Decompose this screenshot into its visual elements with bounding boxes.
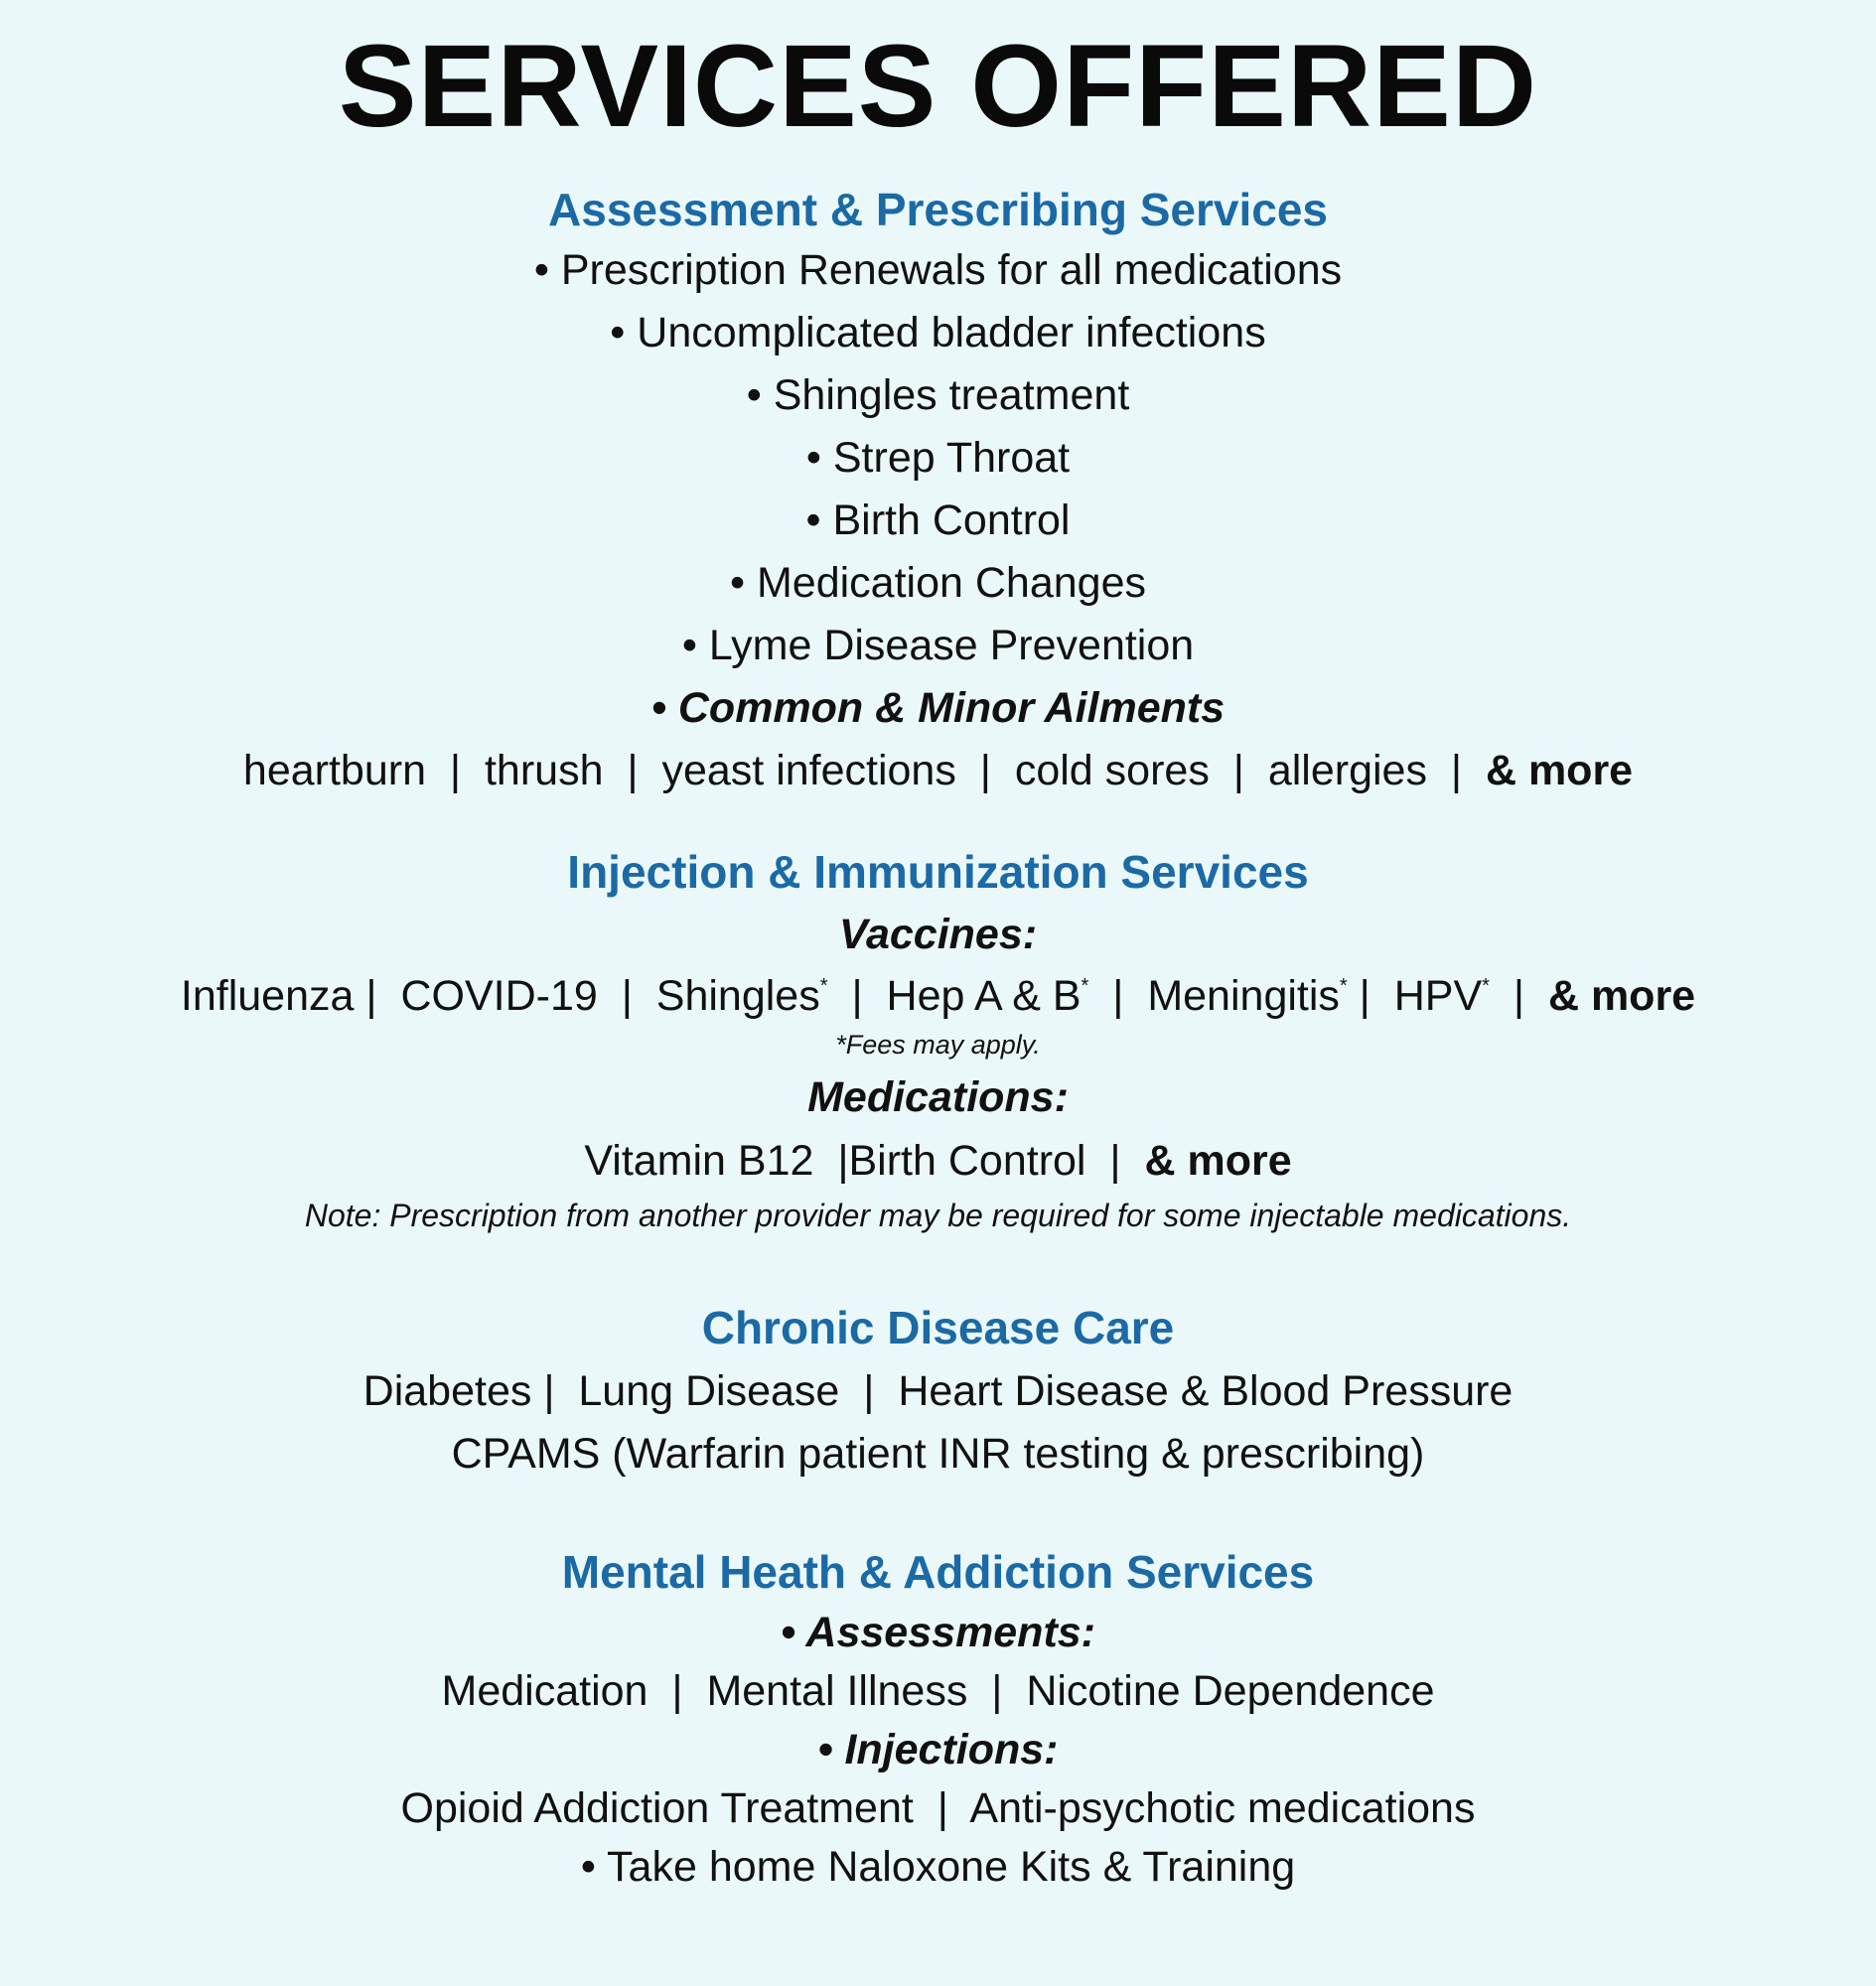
- separator: |: [543, 1367, 555, 1415]
- more-label: & more: [1547, 972, 1696, 1020]
- section-heading-chronic: Chronic Disease Care: [701, 1302, 1175, 1353]
- section-injection: [0, 846, 1876, 1233]
- list-item: • Strep Throat: [805, 434, 1071, 482]
- page-title: SERVICES OFFERED: [338, 21, 1538, 152]
- assessments-row: [441, 1667, 1435, 1715]
- ailment: cold sores: [1014, 747, 1210, 794]
- medication: Vitamin B12: [584, 1137, 814, 1185]
- list-item: • Shingles treatment: [746, 371, 1130, 419]
- vaccine: COVID-19: [400, 972, 598, 1020]
- separator: |: [621, 972, 633, 1020]
- separator: |: [979, 747, 991, 794]
- condition: Lung Disease: [578, 1367, 840, 1415]
- separator: |: [851, 972, 863, 1020]
- injections-row: [400, 1784, 1476, 1832]
- medication: Birth Control: [848, 1137, 1086, 1185]
- separator: |: [837, 1137, 849, 1185]
- more-label: & more: [1144, 1137, 1292, 1185]
- assessment: Medication: [441, 1667, 649, 1715]
- injections-label: • Injections:: [817, 1726, 1059, 1773]
- separator: |: [1112, 972, 1124, 1020]
- injection: Anti-psychotic medications: [969, 1784, 1476, 1832]
- assessment: Mental Illness: [706, 1667, 968, 1715]
- separator: |: [937, 1784, 948, 1832]
- ailment: yeast infections: [661, 747, 956, 794]
- assessment: Nicotine Dependence: [1026, 1667, 1435, 1715]
- separator: |: [627, 747, 639, 794]
- medications-label: Medications:: [807, 1073, 1069, 1121]
- fee-mark: *: [1482, 975, 1490, 997]
- separator: |: [449, 747, 462, 794]
- fee-mark: *: [1081, 975, 1089, 997]
- conditions-row: [362, 1367, 1514, 1415]
- separator: |: [1513, 972, 1525, 1020]
- vaccine: Shingles: [655, 972, 820, 1020]
- prescription-note: Note: Prescription from another provider may be required for some injectable medications.: [304, 1198, 1572, 1233]
- separator: |: [991, 1667, 1003, 1715]
- separator: |: [1232, 747, 1244, 794]
- separator: |: [1109, 1137, 1121, 1185]
- vaccines-row: [180, 972, 1696, 1020]
- injection: Opioid Addiction Treatment: [400, 1784, 914, 1832]
- assessments-label: • Assessments:: [781, 1609, 1095, 1656]
- separator: |: [1359, 972, 1371, 1020]
- naloxone-line: • Take home Naloxone Kits & Training: [580, 1843, 1296, 1891]
- vaccine: Hep A & B: [886, 972, 1082, 1020]
- fee-mark: *: [819, 975, 828, 997]
- ailment: heartburn: [242, 747, 426, 794]
- separator: |: [365, 972, 377, 1020]
- section-assessment: [0, 184, 1876, 794]
- section-heading-assessment: Assessment & Prescribing Services: [548, 184, 1328, 235]
- vaccine: Meningitis: [1147, 972, 1340, 1020]
- condition: Diabetes: [362, 1367, 532, 1415]
- list-item: • Prescription Renewals for all medications: [533, 246, 1343, 294]
- fee-mark: *: [1339, 975, 1348, 997]
- list-item: • Uncomplicated bladder infections: [610, 309, 1266, 356]
- list-item: • Birth Control: [805, 496, 1071, 544]
- cpams-line: CPAMS (Warfarin patient INR testing & prescribing): [451, 1430, 1425, 1478]
- vaccines-label: Vaccines:: [838, 911, 1038, 958]
- ailment: thrush: [484, 747, 604, 794]
- more-label: & more: [1485, 747, 1634, 794]
- fees-note: *Fees may apply.: [835, 1030, 1041, 1060]
- list-item: • Medication Changes: [729, 559, 1147, 607]
- section-mental: [0, 1546, 1876, 1891]
- separator: |: [863, 1367, 875, 1415]
- vaccine: Influenza: [180, 972, 355, 1020]
- section-heading-injection: Injection & Immunization Services: [567, 846, 1309, 898]
- section-chronic: [0, 1302, 1876, 1478]
- ailments-row: [242, 747, 1634, 794]
- section-heading-mental: Mental Heath & Addiction Services: [561, 1546, 1315, 1598]
- separator: |: [1450, 747, 1463, 794]
- ailment: allergies: [1267, 747, 1427, 794]
- condition: Heart Disease & Blood Pressure: [898, 1367, 1514, 1415]
- vaccine: HPV: [1393, 972, 1483, 1020]
- common-ailments-label: • Common & Minor Ailments: [650, 684, 1226, 732]
- medications-row: [584, 1137, 1292, 1185]
- list-item: • Lyme Disease Prevention: [681, 622, 1195, 669]
- separator: |: [671, 1667, 683, 1715]
